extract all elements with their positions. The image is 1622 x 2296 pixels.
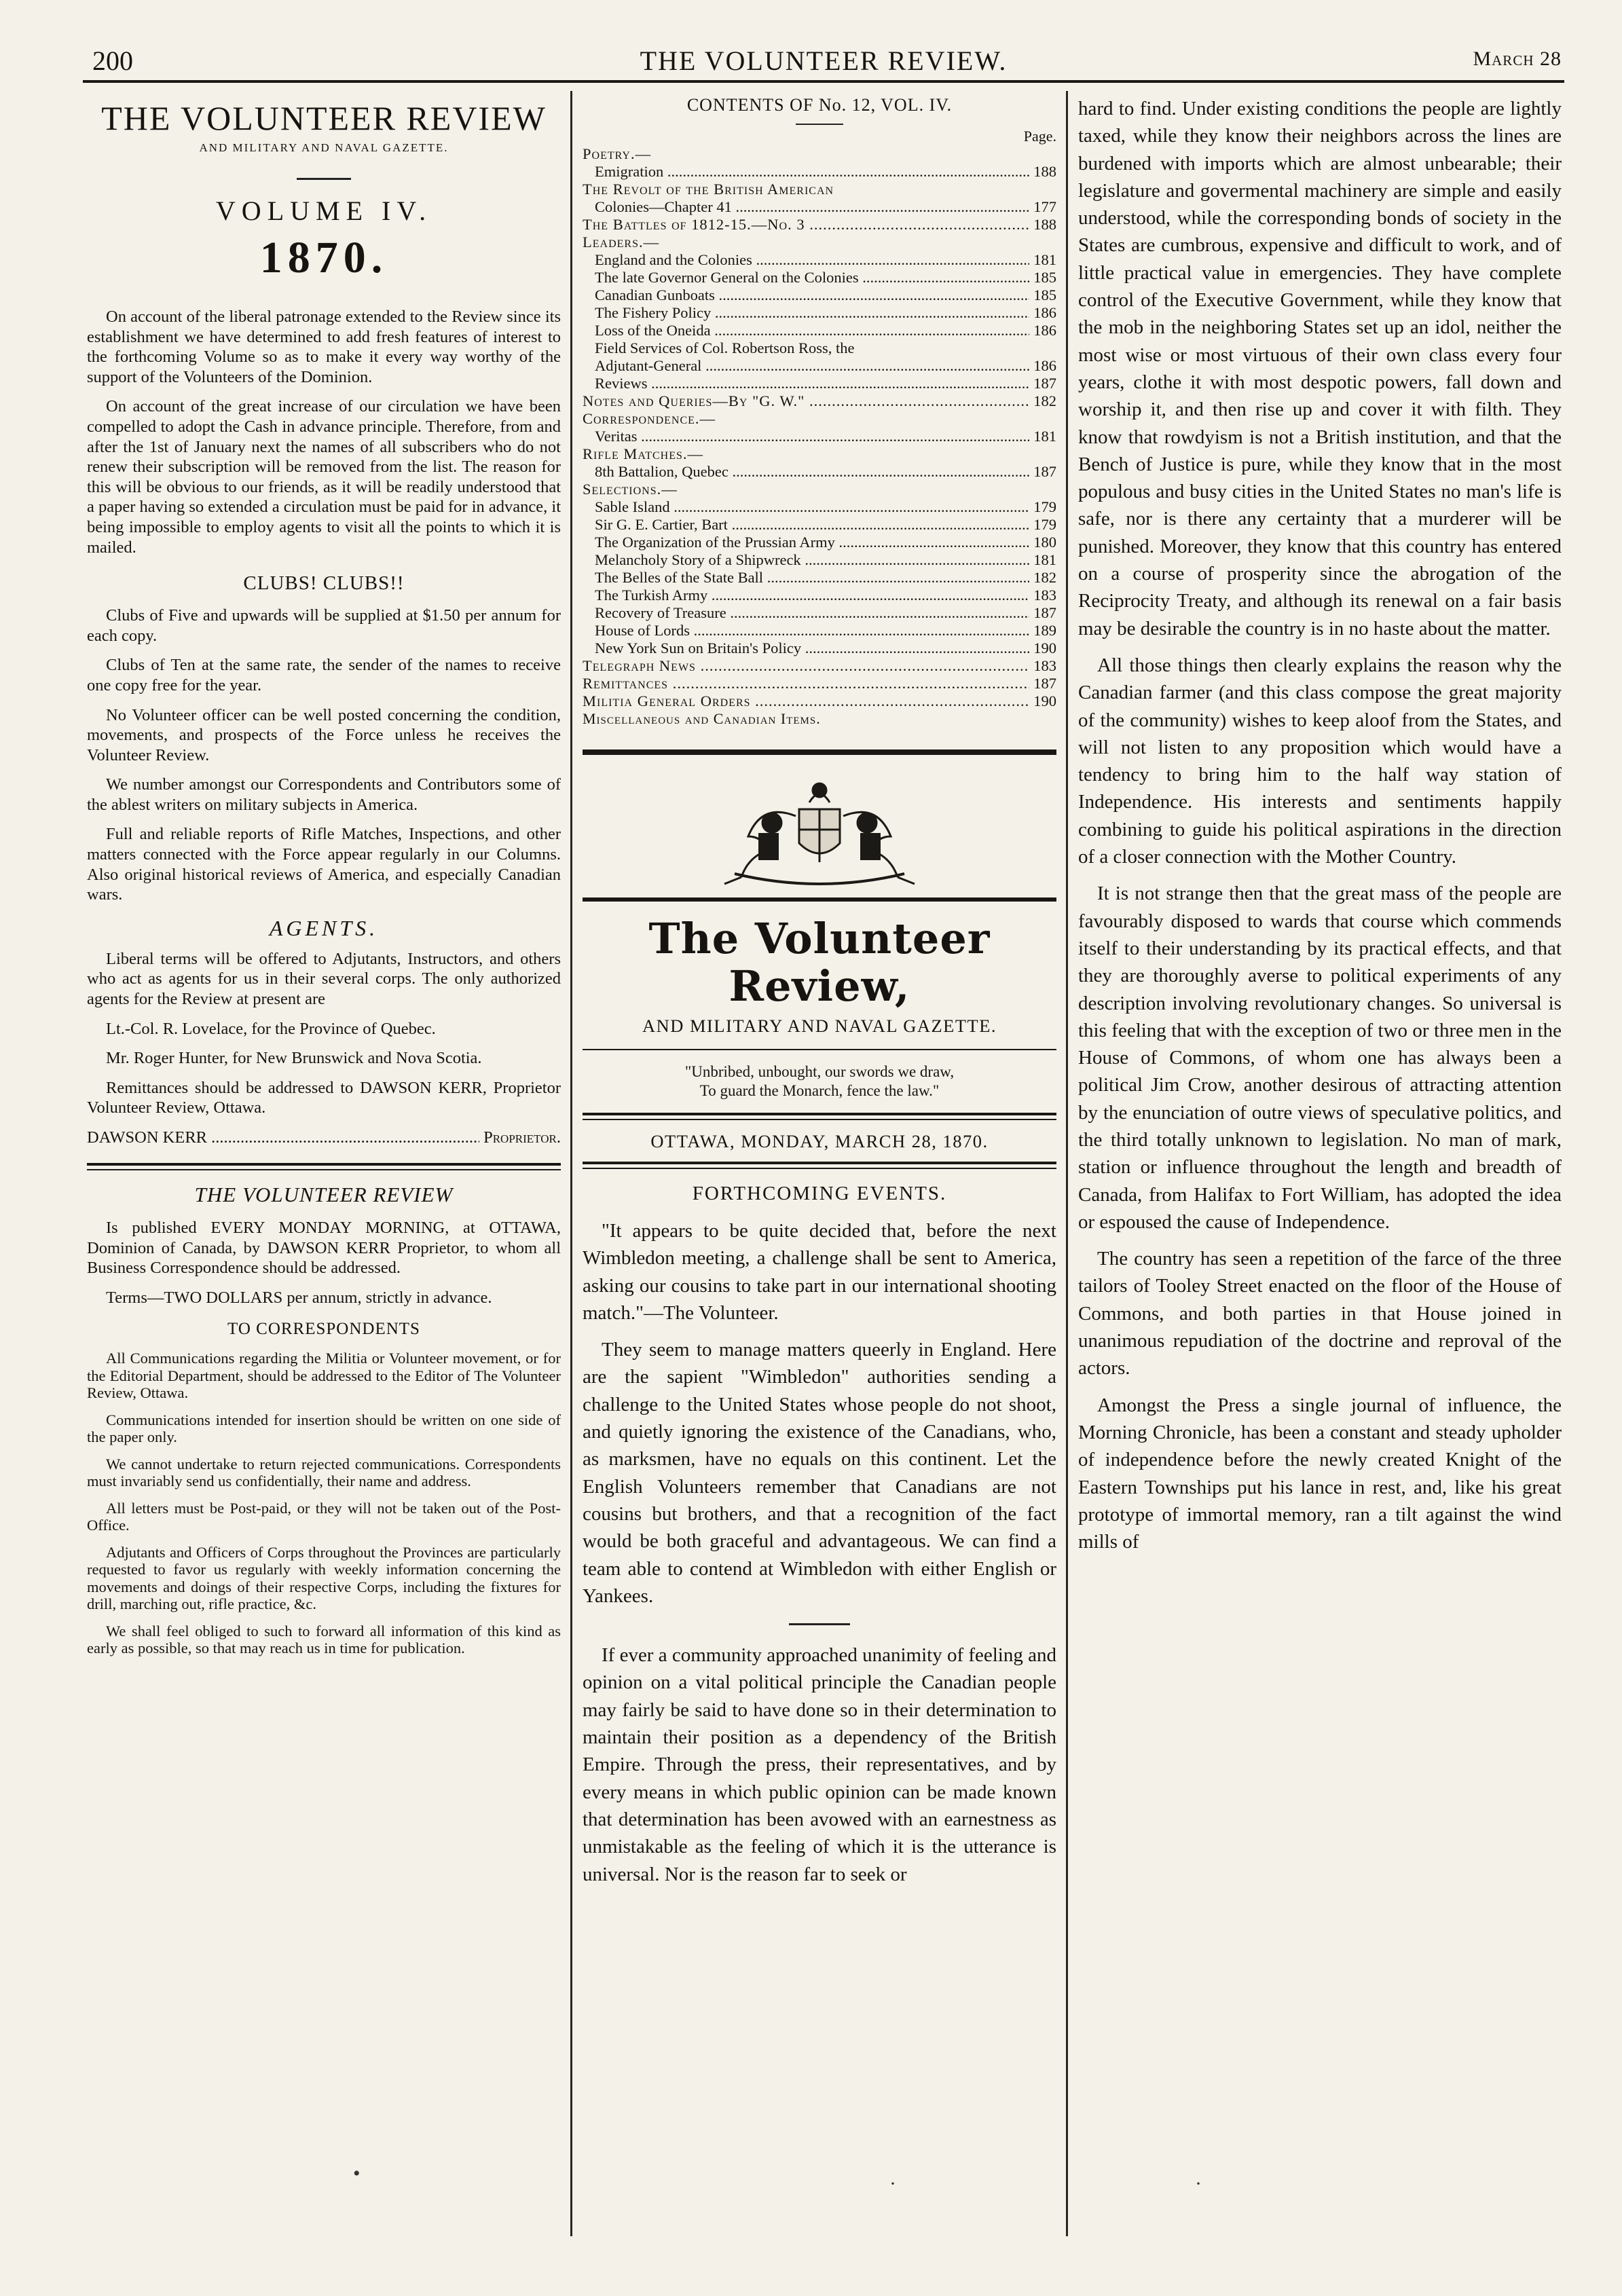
toc-entry (583, 357, 1056, 375)
toc-entry (583, 551, 1056, 569)
toc-entry (583, 481, 1056, 498)
toc-entry-page: 186 (1033, 357, 1056, 374)
toc-entry-label: Recovery of Treasure ..... (583, 604, 1029, 622)
toc-entry (583, 657, 1056, 675)
article-paragraph: The country has seen a repetition of the farce of the three tailors of Tooley Street enacted on the floor of the House of Commons, and both parties in that House joined in unanimous repudiation of the doctrine and reproval of the actors. (1078, 1248, 1562, 1380)
toc-entry (583, 392, 1056, 410)
article-paragraph: It is not strange then that the great mass of the people are favourably disposed to wards that course which commends itself to their understanding by its practical effects, and that they are thoroughly averse to political experiments of any description involving revolutionary changes. So universal is this feeling that with the exception of two or three men in the House of Commons, of whom one has always been a political Jim Crow, another desirous of attracting attention by the enunciation of outre views of speculative politics, and the third totally unknown to legislation. No man of mark, station or influence throughout the length and breadth of Canada, from Halifax to Fort William, has adopted the idea or espoused the cause of Independence. (1078, 883, 1562, 1233)
toc-entry-page: 177 (1033, 198, 1056, 215)
toc-entry (583, 516, 1056, 534)
toc-entry (583, 675, 1056, 692)
toc-entry (583, 410, 1056, 428)
column-3 (1078, 95, 1562, 2240)
toc-entry-label: Adjutant-General ..... (583, 357, 1029, 375)
toc-entry-label: Correspondence.— (583, 410, 716, 427)
article-quote: "It appears to be quite decided that, before the next Wimbledon meeting, a challenge shall be sent to America, asking our cousins to take part in our international shooting match."—The Volunteer. (583, 1220, 1056, 1324)
double-rule (87, 1163, 561, 1170)
article-paragraph: If ever a community approached unanimity of feeling and opinion on a vital political principle the Canadian people may fairly be said to have done so in their determination to maintain their position as a dependency of the British Empire. Through the press, their representatives, and by every means in which public opinion can be made known that determination has been avowed with an earnestness as unmistakable as the feeling of which it is the utterance is universal. Nor is the reason far to seek or (583, 1644, 1056, 1885)
toc-entry (583, 640, 1056, 657)
toc-entry-label: The Organization of the Prussian Army ..... (583, 534, 1029, 551)
toc-entry-page: 189 (1033, 622, 1056, 639)
toc-entry (583, 463, 1056, 481)
toc-entry-label: Remittances ..... (583, 675, 1029, 692)
correspondents-heading: TO CORRESPONDENTS (227, 1320, 420, 1339)
toc-entry-label: Field Services of Col. Robertson Ross, the (595, 339, 855, 356)
volume-label: VOLUME IV. (215, 196, 432, 226)
toc-entry-page: 187 (1033, 675, 1056, 692)
clubs-paragraph: We number amongst our Correspondents and Contributors some of the ablest writers on military subjects in America. (87, 775, 561, 814)
toc-entry (583, 145, 1056, 163)
thick-rule (583, 897, 1056, 902)
clubs-paragraph: Clubs of Five and upwards will be supplied at $1.50 per annum for each copy. (87, 606, 561, 645)
toc-entry-label: The Revolt of the British American (583, 181, 834, 198)
correspondents-paragraph: All letters must be Post-paid, or they will not be taken out of the Post-Office. (87, 1499, 561, 1534)
toc-entry (583, 587, 1056, 604)
running-title: THE VOLUNTEER REVIEW. (640, 45, 1008, 76)
header-date: March 28 (1473, 48, 1562, 70)
toc-entry-page: 187 (1033, 604, 1056, 621)
toc-entry-label: The late Governor General on the Colonies ..... (583, 269, 1029, 286)
blackletter-subtitle: AND MILITARY AND NAVAL GAZETTE. (642, 1016, 997, 1036)
toc-entry-page: 181 (1033, 251, 1056, 268)
toc-entry-label: Selections.— (583, 481, 678, 498)
proprietor-line (87, 1128, 561, 1148)
toc-entry-page: 187 (1033, 375, 1056, 392)
toc-entry (583, 375, 1056, 392)
toc-entry-label: Loss of the Oneida ..... (583, 322, 1029, 339)
print-speck: · (889, 2172, 896, 2195)
toc-entry-label: England and the Colonies ..... (583, 251, 1029, 269)
toc-entry-label: Reviews ..... (583, 375, 1029, 392)
article-title: FORTHCOMING EVENTS. (692, 1183, 947, 1204)
double-rule (583, 1162, 1056, 1169)
toc-entry-label: Canadian Gunboats ..... (583, 286, 1029, 304)
toc-entry-page: 181 (1033, 428, 1056, 445)
toc-entry-label: The Belles of the State Ball ..... (583, 569, 1029, 587)
correspondents-paragraph: We shall feel obliged to such to forward all information of this kind as early as possible, so that may reach us in time for publication. (87, 1622, 561, 1657)
agents-paragraph: Liberal terms will be offered to Adjutants, Instructors, and others who act as agents for us in their several corps. The only authorized agents for the Review at present are (87, 949, 561, 1009)
toc-entry-label: The Battles of 1812-15.—No. 3 ..... (583, 216, 1029, 234)
toc-entry-page: 190 (1033, 640, 1056, 656)
agents-paragraph: Remittances should be addressed to DAWSON KERR, Proprietor Volunteer Review, Ottawa. (87, 1078, 561, 1117)
toc-entry-page (1052, 410, 1056, 428)
agents-paragraph: Mr. Roger Hunter, for New Brunswick and Nova Scotia. (106, 1049, 482, 1068)
correspondents-paragraph: We cannot undertake to return rejected communications. Correspondents must invariably send us confidentially, their name and address. (87, 1455, 561, 1490)
motto (583, 1062, 1056, 1100)
toc-entry-label: Veritas ..... (583, 428, 1029, 445)
print-speck: • (353, 2162, 361, 2185)
double-rule (583, 1113, 1056, 1120)
toc-entry-page: 186 (1033, 304, 1056, 321)
toc-entry (583, 339, 1056, 357)
year-label: 1870. (259, 233, 388, 282)
toc-entry-label: Notes and Queries—By "G. W." ..... (583, 392, 1029, 410)
toc-entry (583, 569, 1056, 587)
proprietor-name: DAWSON KERR ..... (87, 1128, 479, 1148)
toc-entry-page: 186 (1033, 322, 1056, 339)
column-rule-1 (570, 91, 572, 2236)
contents-tail: Miscellaneous and Canadian Items. (583, 710, 821, 727)
masthead-subtitle: AND MILITARY AND NAVAL GAZETTE. (199, 141, 449, 154)
toc-entry-page (1052, 445, 1056, 463)
toc-entry-page: 179 (1033, 516, 1056, 533)
toc-entry-label: Sir G. E. Cartier, Bart ..... (583, 516, 1029, 534)
toc-entry-label: Poetry.— (583, 145, 652, 162)
toc-entry-label: Leaders.— (583, 234, 660, 251)
clubs-paragraph: Full and reliable reports of Rifle Matches, Inspections, and other matters connected with the Force appear regularly in our Columns. Also original historical reviews of America, and especially Canadian wars. (87, 825, 561, 904)
toc-entry-page: 188 (1033, 163, 1056, 180)
toc-entry-label: Telegraph News ..... (583, 657, 1029, 675)
column-rule-2 (1066, 91, 1068, 2236)
clubs-heading: CLUBS! CLUBS!! (243, 572, 405, 595)
clubs-paragraph: Clubs of Ten at the same rate, the sender of the names to receive one copy free for the year. (87, 656, 561, 695)
toc-entry-label: Colonies—Chapter 41 ..... (583, 198, 1029, 216)
page-number: 200 (92, 45, 133, 76)
divider (583, 1049, 1056, 1050)
toc-entry (583, 498, 1056, 516)
toc-entry-page: 182 (1033, 392, 1056, 409)
royal-coat-of-arms-icon (707, 775, 932, 891)
toc-entry-page: 187 (1033, 463, 1056, 480)
dateline: OTTAWA, MONDAY, MARCH 28, 1870. (650, 1131, 989, 1151)
divider (789, 1623, 850, 1625)
toc-entry-label: Sable Island ..... (583, 498, 1029, 516)
divider (796, 124, 843, 125)
toc-entry-label: Rifle Matches.— (583, 445, 703, 462)
toc-entry-page: 180 (1033, 534, 1056, 551)
correspondents-paragraph: Communications intended for insertion should be written on one side of the paper only. (87, 1411, 561, 1446)
column-2 (583, 95, 1056, 2240)
toc-entry-page: 183 (1033, 657, 1056, 674)
toc-entry (583, 322, 1056, 339)
proprietor-title: Proprietor. (483, 1128, 561, 1147)
toc-entry-page: 179 (1033, 498, 1056, 515)
correspondents-paragraph: Adjutants and Officers of Corps throughout the Provinces are particularly requested to favor us regularly with weekly information concerning the movements and doings of their respective Corps, including the fixtures for drill, marching out, rifle practice, &c. (87, 1543, 561, 1613)
toc-entry-label: Militia General Orders ..... (583, 692, 1029, 710)
toc-entry (583, 234, 1056, 251)
toc-entry-page: 182 (1033, 569, 1056, 586)
toc-entry-label: The Turkish Army ..... (583, 587, 1029, 604)
print-speck: · (1195, 2172, 1202, 2195)
toc-entry-page (1052, 181, 1056, 198)
intro-paragraph: On account of the great increase of our circulation we have been compelled to adopt the Cash in advance principle. Therefore, from and after the 1st of January next the names of all subscribers who do not renew their subscription will be removed from the list. The reason for this will be obvious to our friends, as it will be readily understood that a paper having so extended a circulation must be paid for in advance, it being impossible to employ agents to visit all the points to which it is mailed. (87, 397, 561, 557)
thick-rule (583, 749, 1056, 755)
column-1 (87, 95, 561, 2240)
motto-line: To guard the Monarch, fence the law." (699, 1082, 940, 1099)
review-title: THE VOLUNTEER REVIEW (194, 1183, 454, 1206)
toc-entry-page (1052, 481, 1056, 498)
contents-heading: CONTENTS OF No. 12, VOL. IV. (686, 95, 953, 115)
toc-entry-page (1052, 339, 1056, 357)
toc-entry (583, 216, 1056, 234)
toc-entry (583, 692, 1056, 710)
toc-entry (583, 534, 1056, 551)
review-paragraph: Terms—TWO DOLLARS per annum, strictly in advance. (106, 1288, 492, 1307)
article-paragraph: hard to find. Under existing conditions the people are lightly taxed, while they know their neighbors across the lines are burdened with imports which are almost unbearable; their legislature and govermental machinery are simple and easily understood, while the corresponding bonds of society in the States are cumbrous, expensive and difficult to work, and of little practical value in emergencies. They have complete control of the Executive Government, while they know that the mob in the neighboring States set up an idol, neither the most wise or most virtuous of their own class every four years, clothe it with most despotic powers, fall down and worship it, and then rise up and cover it with filth. They know that rowdyism is not a British institution, and that the Bench of Justice is pure, while they know that in the most populous and busy cities in the United States no man's life is safe, nor is there any certainty that a murderer will be punished. Moreover, they know that this country has entered on a course of prosperity since the abrogation of the Reciprocity Treaty, and although its renewal on a fair basis may be desirable the country is in no haste about the matter. (1078, 98, 1562, 640)
toc-entry (583, 269, 1056, 286)
toc-entry-label: The Fishery Policy ..... (583, 304, 1029, 322)
toc-entry (583, 181, 1056, 198)
review-paragraph: Is published EVERY MONDAY MORNING, at OTTAWA, Dominion of Canada, by DAWSON KERR Proprietor, to whom all Business Correspondence should be addressed. (87, 1219, 561, 1278)
toc-entry-label: New York Sun on Britain's Policy ..... (583, 640, 1029, 657)
agents-paragraph: Lt.-Col. R. Lovelace, for the Province of Quebec. (106, 1019, 436, 1038)
toc-entry-label: Emigration ..... (583, 163, 1029, 181)
divider (297, 178, 351, 180)
masthead: THE VOLUNTEER REVIEW (101, 99, 547, 137)
toc-entry-page: 185 (1033, 286, 1056, 303)
toc-entry-page (1052, 234, 1056, 251)
toc-entry-page: 183 (1033, 587, 1056, 604)
toc-entry-page (1052, 145, 1056, 163)
blackletter-title: The Volunteer Review, (648, 914, 991, 1011)
contents-page-label: Page. (1023, 128, 1056, 145)
toc-entry-label: 8th Battalion, Quebec ..... (583, 463, 1029, 481)
toc-entry (583, 445, 1056, 463)
toc-entry (583, 163, 1056, 181)
toc-entry-page: 188 (1033, 216, 1056, 233)
toc-entry-label: House of Lords ..... (583, 622, 1029, 640)
clubs-paragraph: No Volunteer officer can be well posted concerning the condition, movements, and prospects of the Force unless he receives the Volunteer Review. (87, 705, 561, 764)
toc-entry (583, 622, 1056, 640)
table-of-contents (583, 145, 1056, 710)
toc-entry-page: 181 (1033, 551, 1056, 568)
toc-entry-page: 190 (1033, 692, 1056, 709)
correspondents-paragraph: All Communications regarding the Militia or Volunteer movement, or for the Editorial Department, should be addressed to the Editor of The Volunteer Review, Ottawa. (87, 1350, 561, 1402)
toc-entry (583, 604, 1056, 622)
toc-entry (583, 251, 1056, 269)
toc-entry-label: Melancholy Story of a Shipwreck ..... (583, 551, 1029, 569)
intro-paragraph: On account of the liberal patronage extended to the Review since its establishment we have determined to add fresh features of interest to the forthcoming Volume so as to make it every way worthy of the support of the Volunteers of the Dominion. (87, 308, 561, 386)
toc-entry (583, 286, 1056, 304)
toc-entry (583, 198, 1056, 216)
article-paragraph: They seem to manage matters queerly in England. Here are the sapient "Wimbledon" authorities sending a challenge to the United States whose people do not shoot, and quietly ignoring the existence of the Canadians, who, as marksmen, have no equals on this continent. Let the English Volunteers remember that Canadians are not cousins but brothers, and that a recognition of the fact would be both graceful and advantageous. We can find a team able to contend at Wimbledon with either English or Yankees. (583, 1339, 1056, 1607)
motto-line: "Unbribed, unbought, our swords we draw, (684, 1063, 955, 1080)
article-paragraph: All those things then clearly explains the reason why the Canadian farmer (and this class compose the great majority of the community) wishes to keep aloof from the States, and will not listen to any proposition which would have a tendency to bring him to the half way station of Independence. His interests and sentiments happily combining to guide his political aspirations in the direction of a closer connection with the Mother Country. (1078, 654, 1562, 868)
agents-heading: AGENTS. (269, 915, 379, 940)
toc-entry-page: 185 (1033, 269, 1056, 286)
toc-entry (583, 304, 1056, 322)
article-paragraph: Amongst the Press a single journal of influence, the Morning Chronicle, has been a constant and steady upholder of independence before the newly created Knight of the Eastern Townships put his lance in rest, and, like his great prototype of immortal memory, ran a tilt against the wind mills of (1078, 1394, 1562, 1553)
toc-entry (583, 428, 1056, 445)
page-header (83, 42, 1564, 83)
